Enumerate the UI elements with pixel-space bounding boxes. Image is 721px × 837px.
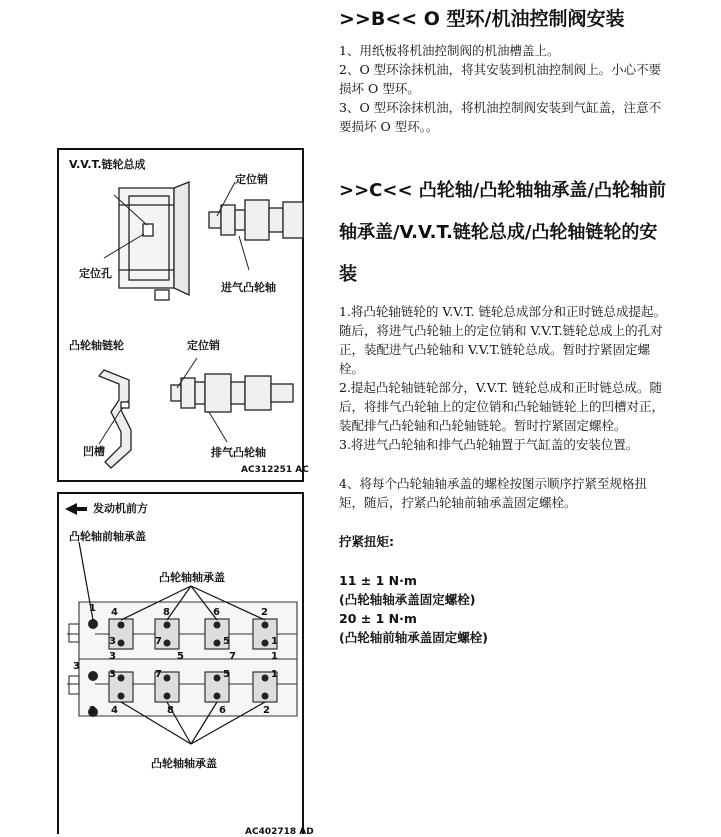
seq-number: 4 — [111, 607, 118, 618]
seq-number: 2 — [261, 607, 268, 618]
seq-number: 3 — [109, 651, 116, 662]
cylinder-head-drawing — [59, 494, 306, 836]
label-bearing-cap-bottom: 凸轮轴轴承盖 — [151, 757, 217, 770]
figure-bearing-cap-sequence — [57, 492, 314, 837]
left-arrow-icon — [65, 503, 87, 515]
section-b-step: 2、O 型环涂抹机油，将其安装到机油控制阀上。小心不要损坏 O 型环。 — [339, 61, 662, 96]
seq-number: 7 — [229, 651, 236, 662]
figure-vvt-sprocket-assembly — [57, 148, 309, 482]
section-c-step: 3.将进气凸轮轴和排气凸轮轴置于气缸盖的安装位置。 — [339, 437, 639, 452]
torque-title: 拧紧扭矩: — [339, 534, 394, 549]
label-exhaust-camshaft: 排气凸轮轴 — [211, 446, 266, 459]
seq-number: 2 — [263, 705, 270, 716]
label-front-bearing-cap: 凸轮轴前轴承盖 — [69, 530, 146, 543]
seq-number: 7 — [155, 669, 162, 680]
label-bearing-cap-top: 凸轮轴轴承盖 — [159, 571, 225, 584]
label-intake-camshaft: 进气凸轮轴 — [221, 281, 276, 294]
seq-number: 6 — [213, 607, 220, 618]
section-b-heading: >>B<< O 型环/机油控制阀安装 — [339, 8, 625, 30]
label-locating-hole: 定位孔 — [79, 267, 112, 280]
seq-number: 3 — [109, 636, 116, 647]
seq-number: 8 — [167, 705, 174, 716]
seq-number: 3 — [109, 669, 116, 680]
torque-note: (凸轮轴轴承盖固定螺栓) — [339, 592, 476, 607]
figure2-code: AC402718 AD — [245, 827, 314, 837]
section-c-step4: 4、将每个凸轮轴轴承盖的螺栓按图示顺序拧紧至规格扭矩，随后，拧紧凸轮轴前轴承盖固定螺栓。 — [339, 476, 647, 510]
label-camshaft-sprocket: 凸轮轴链轮 — [69, 339, 124, 352]
figure1-code: AC312251 AC — [241, 465, 309, 475]
seq-number: 5 — [223, 636, 230, 647]
seq-number: 5 — [223, 669, 230, 680]
torque-value: 20 ± 1 N·m — [339, 611, 417, 626]
label-groove: 凹槽 — [83, 445, 105, 458]
seq-number: 5 — [177, 651, 184, 662]
vvt-sprocket-drawing — [59, 150, 306, 484]
seq-number: 8 — [163, 607, 170, 618]
seq-number: 3 — [73, 661, 80, 672]
torque-value: 11 ± 1 N·m — [339, 573, 417, 588]
label-vvt-sprocket-assembly: V.V.T.链轮总成 — [69, 158, 146, 171]
seq-number: 1 — [271, 669, 278, 680]
label-engine-front: 发动机前方 — [93, 502, 148, 515]
seq-number: 4 — [111, 705, 118, 716]
section-c-step: 1.将凸轮轴链轮的 V.V.T. 链轮总成部分和正时链总成提起。随后，将进气凸轮轴上的定位销和 V.V.T.链轮总成上的孔对正，装配进气凸轮轴和 V.V.T.链轮总成。暂时拧紧固定螺栓。 — [339, 304, 666, 376]
seq-number: 1 — [271, 636, 278, 647]
section-c — [339, 170, 669, 647]
seq-number: 7 — [155, 636, 162, 647]
seq-number: 1 — [271, 651, 278, 662]
section-c-step: 2.提起凸轮轴链轮部分，V.V.T. 链轮总成和正时链总成。随后，将排气凸轮轴上的定位销和凸轮轴链轮上的凹槽对正，装配排气凸轮轴和凸轮轴链轮。暂时拧紧固定螺栓。 — [339, 380, 665, 433]
seq-number: 1 — [89, 603, 96, 614]
section-c-heading: >>C<< 凸轮轴/凸轮轴轴承盖/凸轮轴前轴承盖/V.V.T.链轮总成/凸轮轴链轮的安装 — [339, 180, 666, 285]
section-b-step: 3、O 型环涂抹机油，将机油控制阀安装到气缸盖，注意不要损坏 O 型环。。 — [339, 99, 662, 134]
section-b-step: 1、用纸板将机油控制阀的机油槽盖上。 — [339, 42, 560, 58]
label-dowel-pin-bottom: 定位销 — [187, 339, 220, 352]
label-dowel-pin-top: 定位销 — [235, 173, 268, 186]
section-b — [339, 8, 669, 136]
seq-number: 6 — [219, 705, 226, 716]
torque-note: (凸轮轴前轴承盖固定螺栓) — [339, 630, 488, 645]
seq-number: 2 — [89, 705, 96, 716]
